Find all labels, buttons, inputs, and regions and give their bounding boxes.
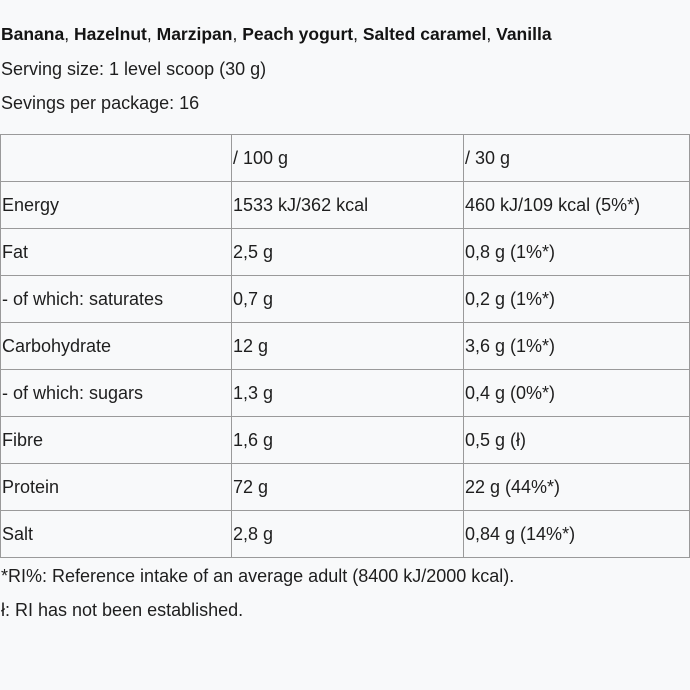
per-100g-value: 12 g bbox=[232, 323, 464, 370]
nutrient-name: Salt bbox=[1, 511, 232, 558]
nutrient-name: Fibre bbox=[1, 417, 232, 464]
per-serving-value: 0,5 g (ł) bbox=[464, 417, 690, 464]
flavor-item: Vanilla bbox=[496, 24, 552, 44]
flavor-item: Marzipan bbox=[156, 24, 233, 44]
nutrient-name: Fat bbox=[1, 229, 232, 276]
table-row bbox=[1, 229, 690, 276]
ri-not-established-footnote: ł: RI has not been established. bbox=[1, 600, 244, 620]
flavor-item: Banana bbox=[1, 24, 65, 44]
table-row bbox=[1, 182, 690, 229]
table-row bbox=[1, 464, 690, 511]
flavor-separator: , bbox=[486, 24, 497, 44]
per-100g-value: 1,6 g bbox=[232, 417, 464, 464]
flavor-list bbox=[1, 24, 552, 45]
table-row bbox=[1, 323, 690, 370]
table-header-cell bbox=[1, 135, 232, 182]
nutrient-name: - of which: saturates bbox=[1, 276, 232, 323]
flavor-separator: , bbox=[64, 24, 74, 44]
flavor-item: Hazelnut bbox=[73, 24, 147, 44]
per-100g-value: 2,5 g bbox=[232, 229, 464, 276]
per-serving-value: 22 g (44%*) bbox=[464, 464, 690, 511]
nutrient-name: Protein bbox=[1, 464, 232, 511]
per-serving-value: 0,8 g (1%*) bbox=[464, 229, 690, 276]
nutrition-table bbox=[0, 134, 690, 558]
per-serving-value: 0,2 g (1%*) bbox=[464, 276, 690, 323]
flavor-item: Peach yogurt bbox=[242, 24, 354, 44]
per-serving-value: 460 kJ/109 kcal (5%*) bbox=[464, 182, 690, 229]
nutrient-name: Carbohydrate bbox=[1, 323, 232, 370]
per-serving-value: 0,84 g (14%*) bbox=[464, 511, 690, 558]
flavor-separator: , bbox=[146, 24, 157, 44]
flavor-separator: , bbox=[232, 24, 243, 44]
per-100g-value: 0,7 g bbox=[232, 276, 464, 323]
table-row bbox=[1, 511, 690, 558]
nutrient-name: - of which: sugars bbox=[1, 370, 232, 417]
table-header-cell: / 100 g bbox=[232, 135, 464, 182]
per-100g-value: 72 g bbox=[232, 464, 464, 511]
nutrient-name: Energy bbox=[1, 182, 232, 229]
table-row bbox=[1, 417, 690, 464]
per-serving-value: 0,4 g (0%*) bbox=[464, 370, 690, 417]
flavor-separator: , bbox=[353, 24, 363, 44]
per-100g-value: 1533 kJ/362 kcal bbox=[232, 182, 464, 229]
flavor-item: Salted caramel bbox=[362, 24, 487, 44]
serving-size: Serving size: 1 level scoop (30 g) bbox=[1, 59, 267, 79]
per-100g-value: 1,3 g bbox=[232, 370, 464, 417]
per-serving-value: 3,6 g (1%*) bbox=[464, 323, 690, 370]
table-row bbox=[1, 276, 690, 323]
table-header-cell: / 30 g bbox=[464, 135, 690, 182]
table-header-row bbox=[1, 135, 690, 182]
table-row bbox=[1, 370, 690, 417]
reference-intake-footnote: *RI%: Reference intake of an average adult (8400 kJ/2000 kcal). bbox=[1, 566, 515, 586]
per-100g-value: 2,8 g bbox=[232, 511, 464, 558]
servings-per-package: Sevings per package: 16 bbox=[1, 93, 200, 113]
